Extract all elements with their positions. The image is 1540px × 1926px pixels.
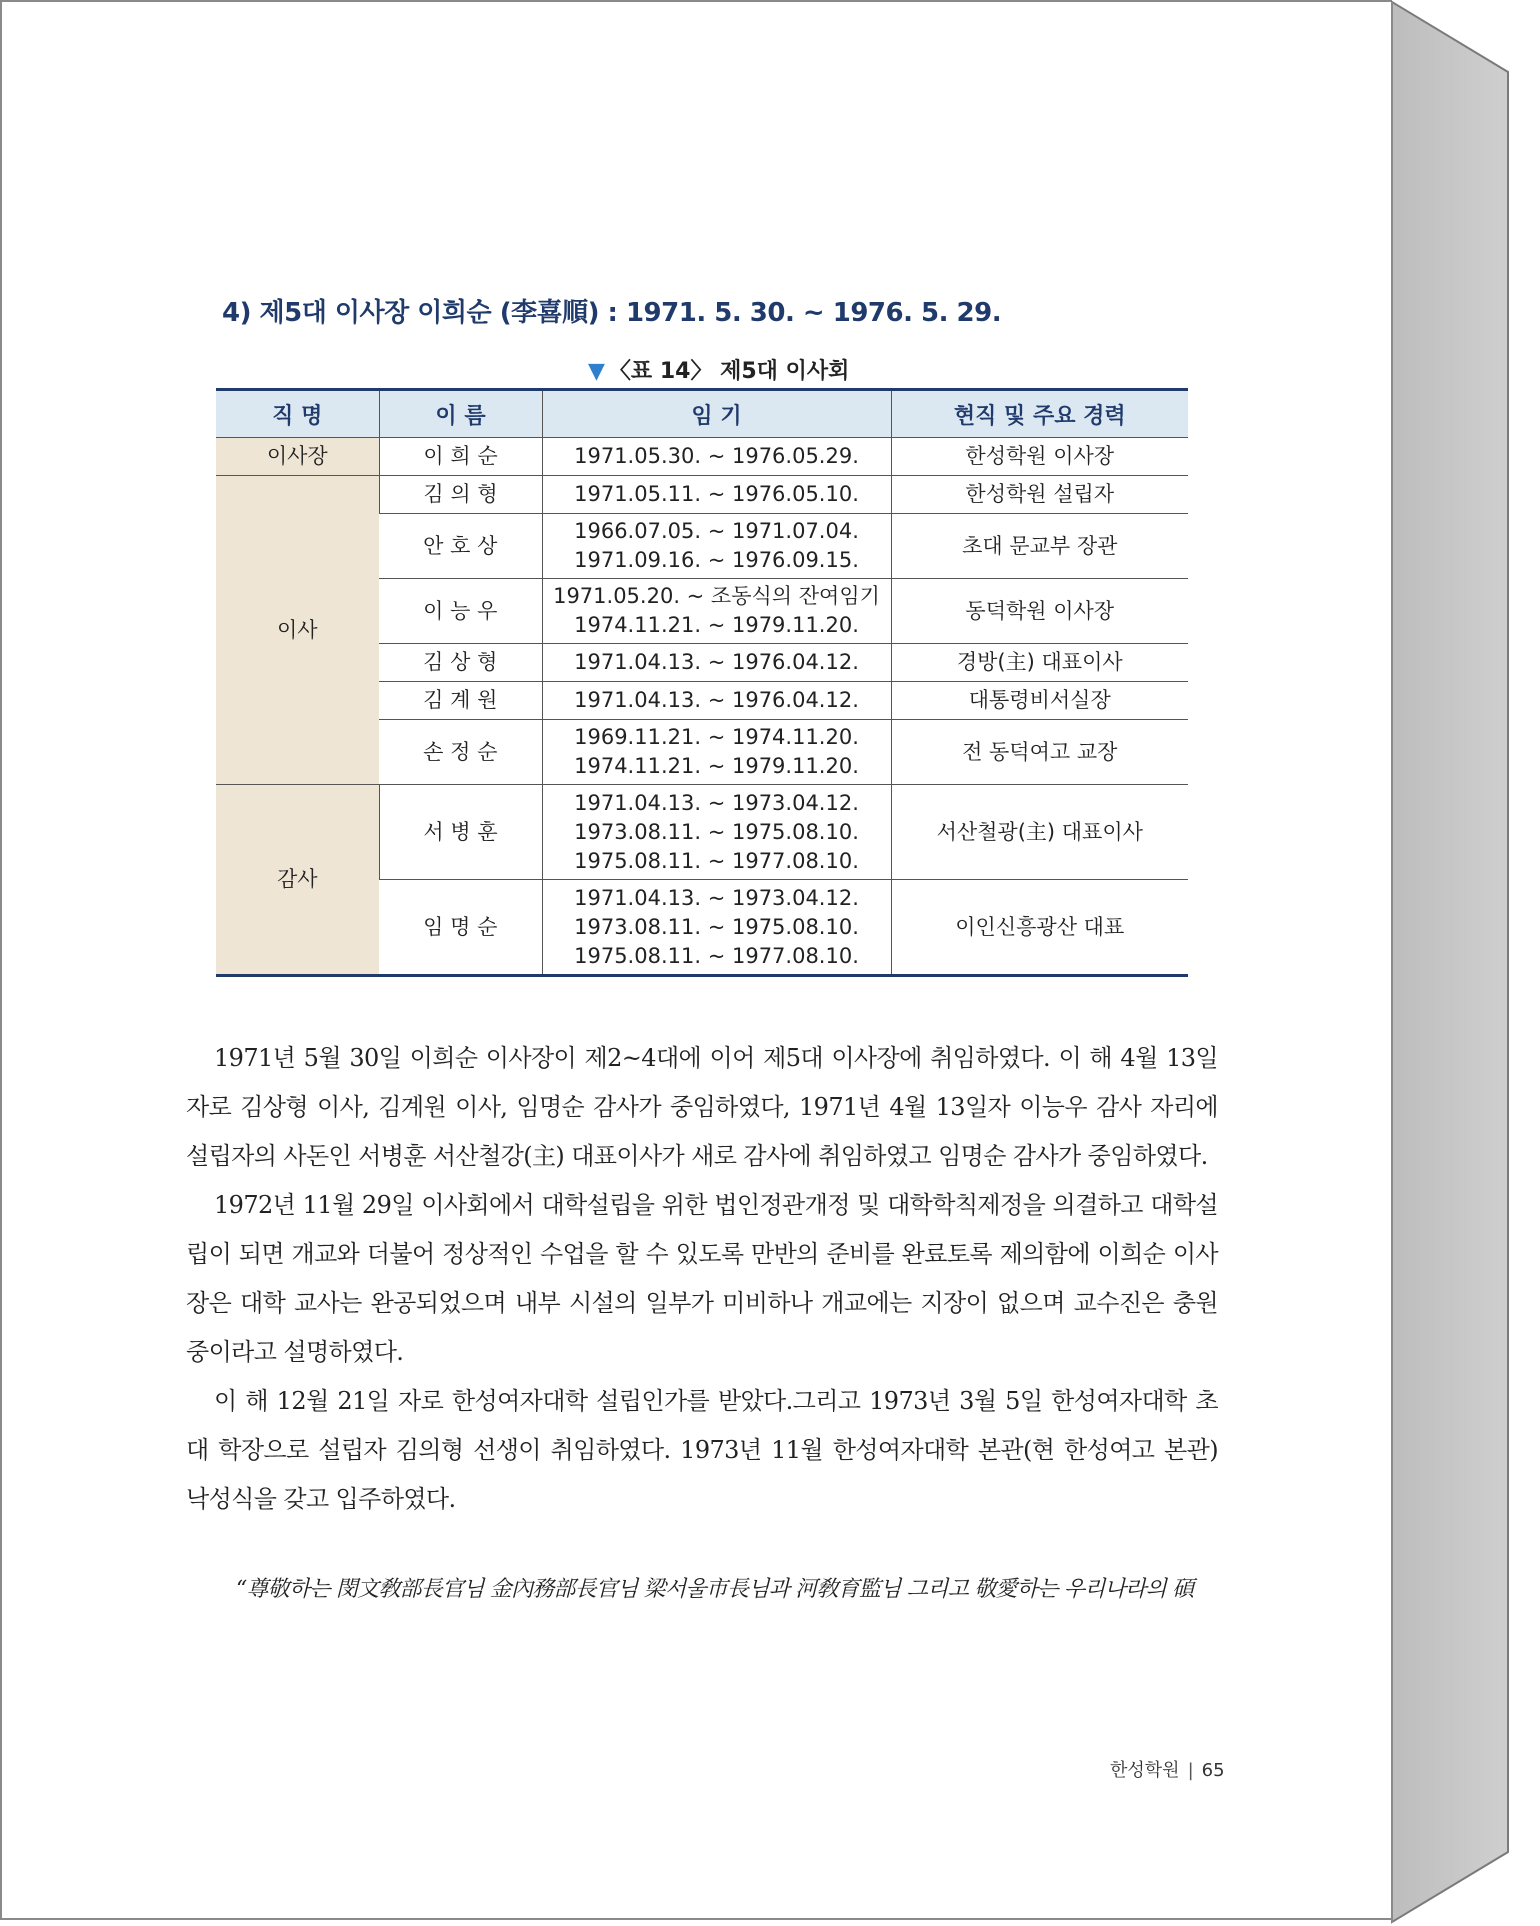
career-cell: 이인신흥광산 대표 [891,880,1188,976]
term-line: 1974.11.21. ~ 1979.11.20. [574,754,859,778]
term-cell [542,880,891,976]
term-line: 1974.11.21. ~ 1979.11.20. [574,613,859,637]
career-cell: 서산철광(主) 대표이사 [891,785,1188,880]
body-text [186,1034,1218,1524]
table-row [216,476,1188,514]
term-line: 1971.04.13. ~ 1973.04.12. [574,885,859,910]
career-cell: 대통령비서실장 [891,682,1188,720]
table-caption-text: 〈표 14〉 제5대 이사회 [608,359,850,384]
triangle-down-icon: ▼ [588,359,605,384]
page-number: 65 [1201,1760,1225,1781]
term-line: 1973.08.11. ~ 1975.08.10. [574,819,859,844]
term-cell [542,438,891,476]
term-line: 1973.08.11. ~ 1975.08.10. [574,914,859,939]
career-cell: 동덕학원 이사장 [891,579,1188,644]
career-cell: 초대 문교부 장관 [891,514,1188,579]
table-row [216,785,1188,880]
term-line: 1966.07.05. ~ 1971.07.04. [574,519,859,543]
term-cell [542,579,891,644]
name-cell: 이 능 우 [379,579,542,644]
board-members-table [216,388,1188,977]
term-line: 1969.11.21. ~ 1974.11.20. [574,725,859,749]
term-line: 1975.08.11. ~ 1977.08.10. [574,943,859,968]
career-cell: 경방(主) 대표이사 [891,644,1188,682]
career-cell: 한성학원 이사장 [891,438,1188,476]
name-cell: 안 호 상 [379,514,542,579]
header-career: 현직 및 주요 경력 [891,390,1188,438]
term-cell [542,644,891,682]
term-line: 1971.05.30. ~ 1976.05.29. [574,444,859,468]
table-header-row [216,390,1188,438]
publisher-name: 한성학원 [1110,1760,1180,1781]
career-cell: 한성학원 설립자 [891,476,1188,514]
page-footer [1110,1756,1225,1782]
term-line: 1971.04.13. ~ 1976.04.12. [574,688,859,712]
footer-separator: | [1187,1760,1194,1781]
name-cell: 김 상 형 [379,644,542,682]
header-name: 이 름 [379,390,542,438]
term-line: 1971.05.20. ~ 조동식의 잔여임기 [553,584,880,608]
term-cell [542,785,891,880]
quote-line: “尊敬하는 閔文敎部長官님 金內務部長官님 梁서울市長님과 河敎育監님 그리고 敬愛하는 우리나라의 碩 [236,1577,1194,1602]
name-cell: 서 병 훈 [379,785,542,880]
name-cell: 임 명 순 [379,880,542,976]
name-cell: 이 희 순 [379,438,542,476]
table-caption [588,354,849,385]
role-cell-director: 이사 [216,476,379,785]
paragraph: 1971년 5월 30일 이희순 이사장이 제2~4대에 이어 제5대 이사장에 취임하였다. 이 해 4월 13일 자로 김상형 이사, 김계원 이사, 임명순 감사가 중임하였다, 1971년 4월 13일자 이능우 감사 자리에 설립자의 사돈인 서병훈 서산철강(主) 대표이사가 새로 감사에 취임하였고 임명순 감사가 중임하였다. [186,1044,1218,1170]
term-line: 1971.05.11. ~ 1976.05.10. [574,482,859,506]
name-cell: 김 의 형 [379,476,542,514]
term-line: 1971.04.13. ~ 1973.04.12. [574,790,859,815]
term-cell [542,476,891,514]
term-line: 1971.04.13. ~ 1976.04.12. [574,650,859,674]
term-cell [542,682,891,720]
term-line: 1975.08.11. ~ 1977.08.10. [574,848,859,873]
career-cell: 전 동덕여고 교장 [891,720,1188,785]
header-term: 임 기 [542,390,891,438]
name-cell: 김 계 원 [379,682,542,720]
role-cell-chairman: 이사장 [216,438,379,476]
term-cell [542,720,891,785]
table-row [216,438,1188,476]
term-cell [542,514,891,579]
term-line: 1971.09.16. ~ 1976.09.15. [574,548,859,572]
section-title: 4) 제5대 이사장 이희순 (李喜順) : 1971. 5. 30. ~ 1976. 5. 29. [222,298,1002,328]
role-cell-auditor: 감사 [216,785,379,976]
paragraph: 1972년 11월 29일 이사회에서 대학설립을 위한 법인정관개정 및 대학학칙제정을 의결하고 대학설립이 되면 개교와 더불어 정상적인 수업을 할 수 있도록 만반의 준비를 완료토록 제의함에 이희순 이사장은 대학 교사는 완공되었으며 내부 시설의 일부가 미비하나 개교에는 지장이 없으며 교수진은 충원 중이라고 설명하였다. [186,1191,1218,1366]
header-position: 직 명 [216,390,379,438]
paragraph: 이 해 12월 21일 자로 한성여자대학 설립인가를 받았다.그리고 1973년 3월 5일 한성여자대학 초대 학장으로 설립자 김의형 선생이 취임하였다. 1973년 11월 한성여자대학 본관(현 한성여고 본관) 낙성식을 갖고 입주하였다. [186,1387,1218,1513]
name-cell: 손 정 순 [379,720,542,785]
